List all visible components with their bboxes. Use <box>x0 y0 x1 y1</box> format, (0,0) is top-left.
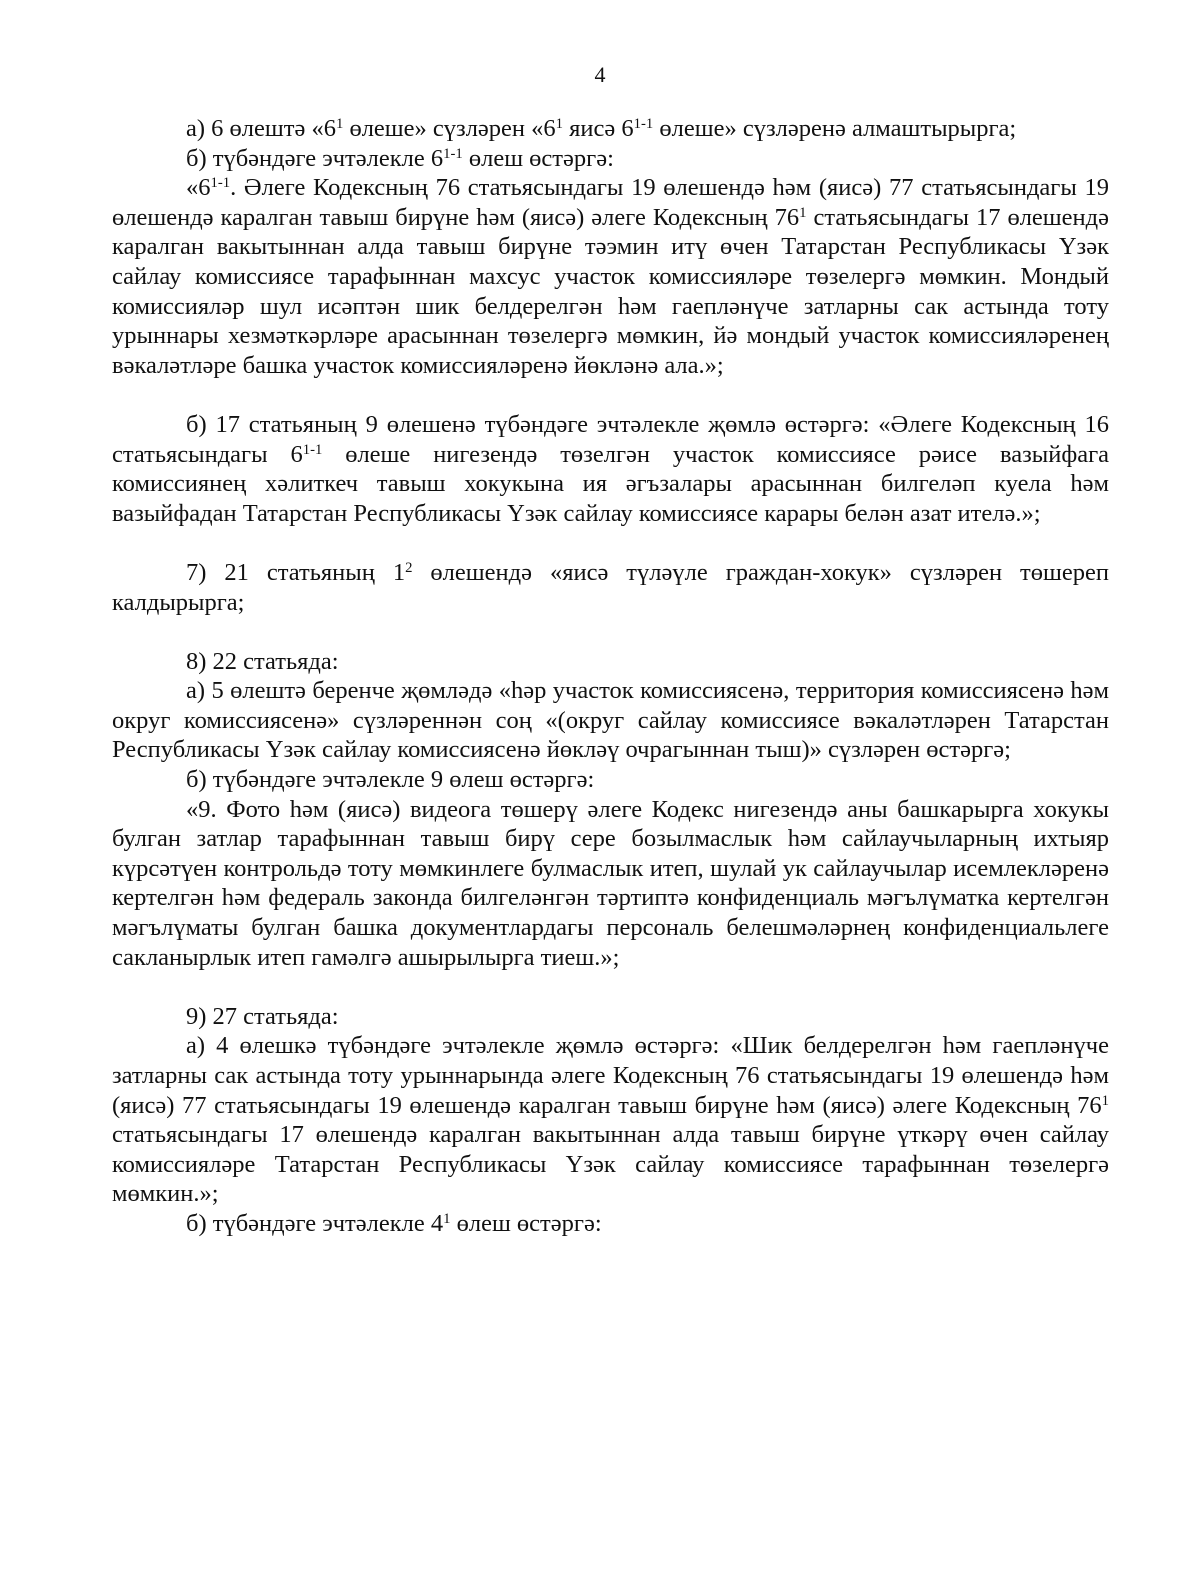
paragraph <box>112 410 1109 528</box>
paragraph-text: «9. Фото һәм (яисә) видеога төшерү әлеге Кодекс нигезендә аны башкарырга хокукы булган затлар тарафыннан тавыш бирү сере бозылмаслык һәм сайлаучыларның ихтыяр күрсәтүен контрольдә тоту мөмкинлеге булмаслык итеп, шулай ук сайлаучылар исемлекләренә кертелгән һәм федераль законда билгеләнгән тәртиптә конфиденциаль мәгълүматка кертелгән мәгълүматы булган башка документлардагы персональ белешмәләрнең конфиденциальлеге сакланырлык итеп гамәлгә ашырылырга тиеш.»; <box>112 795 1109 971</box>
superscript: 1 <box>443 1210 451 1227</box>
paragraph-text: өлешендә «яисә түләүле граждан-хокук» сүзләрен төшереп калдырырга; <box>112 558 1109 616</box>
paragraph-text: өлеше» сүзләренә алмаштырырга; <box>653 115 1017 142</box>
superscript: 1 <box>799 204 807 221</box>
paragraph-text: а) 6 өлештә «6 <box>186 115 336 142</box>
superscript: 1 <box>555 115 564 132</box>
paragraph-text: б) түбәндәге эчтәлекле 4 <box>186 1209 444 1237</box>
superscript: 1 <box>1101 1092 1109 1109</box>
paragraph-text: а) 4 өлешкә түбәндәге эчтәлекле җөмлә өстәргә: «Шик белдерелгән һәм гаепләнүче затларны сак астында тоту урыннарында әлеге Кодексның 76 статьясындагы 19 өлешендә һәм (яисә) 77 статьясындагы 19 өлешендә каралган тавыш бирүне һәм (яисә) әлеге Кодексның 76 <box>112 1032 1109 1119</box>
document-body <box>112 114 1109 1239</box>
paragraph-text: б) түбәндәге эчтәлекле 6 <box>186 144 444 172</box>
paragraph <box>112 676 1109 765</box>
paragraph-text: өлеш өстәргә: <box>450 1209 602 1237</box>
paragraph-text: яисә 6 <box>563 115 634 142</box>
paragraph-text: а) 5 өлештә беренче җөмләдә «һәр участок комиссиясенә, территория комиссиясенә һәм округ комиссиясенә» сүзләреннән соң «(округ сайлау комиссиясе вәкаләтләрен Татарстан Республикасы Үзәк сайлау комиссиясенә йөкләү очрагыннан тыш)» сүзләрен өстәргә; <box>112 677 1109 764</box>
superscript: 2 <box>405 559 413 576</box>
superscript: 1-1 <box>443 145 463 162</box>
paragraph <box>112 144 1109 174</box>
paragraph-text: статьясындагы 17 өлешендә каралган вакытыннан алда тавыш бирүне тәэмин итү өчен Татарстан Республикасы Үзәк сайлау комиссиясе тарафыннан махсус участок комиссияләре төзелергә мөмкин. Мондый комиссияләр шул исәптән шик белдерелгән һәм гаепләнүче затларны сак астында тоту урыннары хезмәткәрләре арасыннан төзелергә мөмкин, йә мондый участок комиссияләренең вәкаләтләре башка участок комиссияләренә йөкләнә ала.»; <box>112 203 1109 379</box>
paragraph <box>112 558 1109 617</box>
superscript: 1 <box>335 115 344 132</box>
paragraph <box>112 1002 1109 1032</box>
paragraph <box>112 173 1109 380</box>
paragraph-text: . Әлеге Кодексның 76 статьясындагы 19 өлешендә һәм (яисә) 77 статьясындагы 19 өлешендә каралган тавыш бирүне һәм (яисә) әлеге Кодексның 76 <box>112 174 1109 231</box>
paragraph-text: б) түбәндәге эчтәлекле 9 өлеш өстәргә: <box>186 766 595 794</box>
superscript: 1-1 <box>210 175 231 192</box>
paragraph-text: өлеше нигезендә төзелгән участок комиссиясе рәисе вазыйфага комиссиянең хәлиткеч тавыш хокукына ия әгъзалары арасыннан билгеләп куела һәм вазыйфадан Татарстан Республикасы Үзәк сайлау комиссиясе карары белән азат ителә.»; <box>112 440 1109 527</box>
paragraph-text: өлеше» сүзләрен «6 <box>343 115 556 142</box>
superscript: 1-1 <box>633 115 654 132</box>
paragraph-text: 8) 22 статьяда: <box>186 647 339 675</box>
paragraph <box>112 795 1109 973</box>
paragraph-text: «6 <box>186 174 211 202</box>
paragraph <box>112 114 1109 144</box>
paragraph-text: статьясындагы 17 өлешендә каралган вакытыннан алда тавыш бирүне үткәрү өчен сайлау комиссияләре Татарстан Республикасы Үзәк сайлау комиссиясе тарафыннан төзелергә мөмкин.»; <box>112 1121 1109 1208</box>
paragraph <box>112 647 1109 677</box>
paragraph <box>112 765 1109 795</box>
paragraph <box>112 1209 1109 1239</box>
paragraph-text: 7) 21 статьяның 1 <box>186 558 406 586</box>
superscript: 1-1 <box>302 441 323 458</box>
paragraph-text: өлеш өстәргә: <box>462 144 614 172</box>
paragraph <box>112 1031 1109 1209</box>
page-number: 4 <box>594 62 606 87</box>
paragraph-text: 9) 27 статьяда: <box>186 1002 339 1030</box>
paragraph-text: б) 17 статьяның 9 өлешенә түбәндәге эчтәлекле җөмлә өстәргә: «Әлеге Кодексның 16 статьясындагы 6 <box>112 410 1109 468</box>
